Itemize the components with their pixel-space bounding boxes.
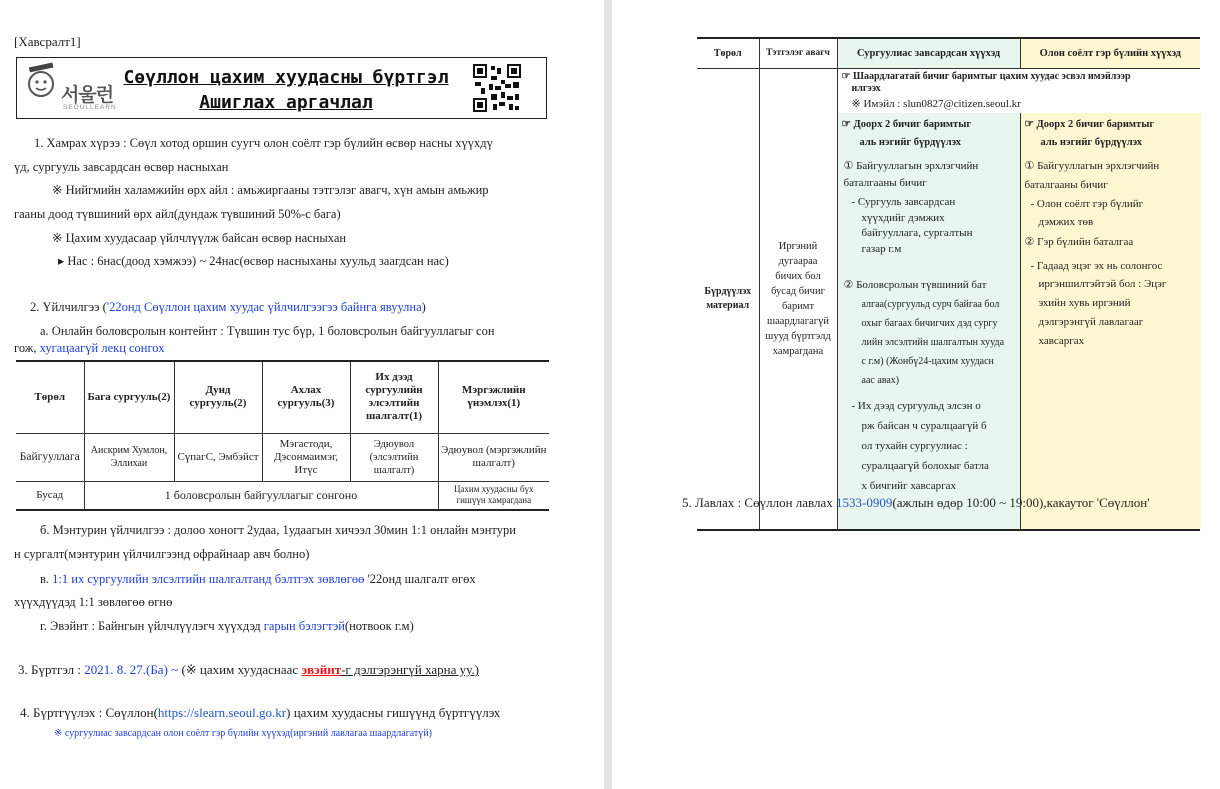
- s1-line1a: 1. Хамрах хүрээ : Сөүл хотод оршин суугч олон соёлт гэр бүлийн өсвөр насны хүүхдү: [34, 136, 493, 150]
- dropout-line: лийн элсэлтийн шалгалтын хууда: [861, 337, 1005, 348]
- mascot-icon: [23, 62, 63, 112]
- dropout-documents-box: [838, 113, 1021, 529]
- th-type-right: Төрөл: [697, 38, 759, 69]
- row-label-other: Бусад: [16, 481, 84, 510]
- logo-text: 서울런: [61, 85, 114, 106]
- content-table: [16, 360, 549, 511]
- th-entrance-exam: Их дээд сургуулийн элсэлтийн шалгалт(1): [350, 361, 438, 433]
- s2a-line1: a. Онлайн боловсролын контейнт : Түвшин тус бүр, 1 боловсролын байгууллагыг сон: [40, 324, 495, 338]
- dropout-line: с г.м) (Жонбү24-цахим хуудасн: [861, 356, 994, 367]
- dropout-line: газар г.м: [861, 243, 902, 255]
- dropout-head1: ☞ Доорх 2 бичиг баримтыг: [841, 119, 972, 130]
- title-line-1: Сөүллон цахим хуудасны бүртгэл: [123, 67, 449, 88]
- th-multicultural: Олон соёлт гэр бүлийн хүүхэд: [1020, 38, 1200, 69]
- s2b-line1: б. Мэнтурин үйлчилгээ : долоо хоногт 2удаа, 1удаагын хичээл 30мин 1:1 онлайн мэнтури: [40, 523, 516, 537]
- multicultural-line: иргэншилтэйтэй бол : Эцэг: [1038, 278, 1167, 290]
- dropout-head2: аль нэгийг бүрдүүлэх: [859, 137, 962, 148]
- page-separator: [604, 0, 612, 789]
- multicultural-line: дэлгэрэнгүй лавлагааг: [1038, 316, 1144, 328]
- dropout-line: - Сургууль завсардсан: [851, 196, 956, 208]
- multicultural-line: хавсаргах: [1038, 335, 1085, 347]
- cell-entrance-exam: Эдюувол (элсэлтийн шалгалт): [350, 433, 438, 481]
- cell-other-last: Цахим хуудасны бүх гишүүн хамрагдана: [438, 481, 549, 510]
- multicultural-line: эхийн хувь иргэний: [1038, 297, 1131, 309]
- cell-high: Мэгастоди, Дэсонмаимэг, Итүс: [262, 433, 350, 481]
- multicultural-line: - Олон соёлт гэр бүлийг: [1030, 198, 1144, 210]
- cell-elementary: Аискрим Хумлон, Эллихаи: [84, 433, 174, 481]
- dropout-line: ② Боловсролын түвшиний бат: [843, 279, 987, 291]
- multicultural-line: баталгааны бичиг: [1024, 179, 1108, 191]
- dropout-line: - Их дээд сургуульд элсэн о: [851, 400, 981, 412]
- s2-heading: 2. Үйлчилгээ ('22онд Сөүллон цахим хуудас үйлчилгээгээ байнга явуулна): [30, 300, 426, 314]
- s4-note: ※ сургуулиас завсардсан олон соёлт гэр бүлийн хүүхэд(иргэний лавлагаа шаардлагатүй): [54, 728, 432, 739]
- phone-link[interactable]: 1533-0909: [836, 495, 893, 510]
- s2g-line: г. Эвэйнт : Байнгын үйлчлүүлэгч хүүхдэд гарын бэлэгтэй(нотвоок г.м): [40, 619, 414, 633]
- title-box: [16, 57, 547, 119]
- title-line-2: Ашиглах аргачлал: [199, 92, 373, 113]
- s2v-line1: в. 1:1 их сургуулийн элсэлтийн шалгалтанд бэлтгэх зөвлөгөө '22онд шалгалт өгөх: [40, 572, 476, 586]
- th-high: Ахлах сургууль(3): [262, 361, 350, 433]
- cell-documents-body: [837, 69, 1200, 531]
- multicultural-head2: аль нэгийг бүрдүүлэх: [1040, 137, 1143, 148]
- s1-note1b: гааны доод түвшиний өрх айл(дундаж түвшиний 50%-с бага): [14, 207, 341, 221]
- row-label-organization: Байгууллага: [16, 433, 84, 481]
- seoullearn-logo: [23, 62, 131, 114]
- dropout-line: охыг багаах бичигчих дэд сургу: [861, 318, 998, 329]
- th-dropout: Сургуулиас завсардсан хүүхэд: [837, 38, 1020, 69]
- multicultural-line: - Гадаад эцэг эх нь солонгос: [1030, 260, 1163, 272]
- documents-table: [697, 37, 1200, 531]
- s3-registration: 3. Бүртгэл : 2021. 8. 27.(Ба) ~ (※ цахим хуудаснаас эвэйнт-г дэлгэрэнгүй харна уу.): [18, 662, 479, 677]
- dropout-line: хүүхдийг дэмжих: [861, 212, 945, 224]
- top-note-line1: ☞ Шаардлагатай бичиг баримтыг цахим хуудас эсвэл имэйлээр: [841, 71, 1131, 82]
- th-middle: Дунд сургууль(2): [174, 361, 262, 433]
- s2a-line2: гож, хугацаагүй лекц сонгох: [14, 341, 165, 355]
- cell-other-merged: 1 боловсролын байгууллагыг сонгоно: [84, 481, 438, 510]
- dropout-line: ① Байгууллагын эрхлэгчийн: [843, 160, 979, 172]
- s1-note1a: ※ Нийгмийн халамжийн өрх айл : амьжиргааны тэтгэлэг авагч, хүн амын амьжир: [52, 183, 489, 197]
- multicultural-documents-box: [1021, 113, 1201, 529]
- dropout-line: ол тухайн сургуулиас :: [861, 440, 968, 452]
- s4-signup: 4. Бүртгүүлэх : Сөүллон(https://slearn.seoul.go.kr) цахим хуудасны гишүүнд бүртгүүлэх: [20, 705, 501, 720]
- dropout-line: баталгааны бичиг: [843, 177, 927, 189]
- s5-contact: 5. Лавлах : Сөүллон лавлах 1533-0909(ажлын өдөр 10:00 ~ 19:00),какаутог 'Сөүллон': [682, 495, 1150, 510]
- dropout-line: алгаа(сургуульд сурч байгаа бол: [861, 299, 1000, 310]
- s1-note3: ▸ Нас : 6нас(доод хэмжээ) ~ 24нас(өсвөр насныханы хуульд заагдсан нас): [58, 254, 449, 268]
- email-line[interactable]: ※ Имэйл : slun0827@citizen.seoul.kr: [851, 98, 1021, 110]
- top-note-line2: илгээх: [851, 83, 881, 94]
- qr-code-icon[interactable]: [473, 64, 521, 112]
- dropout-line: рж байсан ч суралцаагүй б: [861, 420, 987, 432]
- cell-certificate: Эдюувол (мэргэжлийн шалгалт): [438, 433, 549, 481]
- signup-url-link[interactable]: https://slearn.seoul.go.kr: [157, 705, 287, 720]
- cell-beneficiary-text: Иргэний дугаараа бичих бол бусад бичиг баримт шаардлагагүй шууд бүртгэлд хамрагдана: [759, 69, 837, 531]
- multicultural-line: ② Гэр бүлийн баталгаа: [1024, 236, 1134, 248]
- s1-line1b: үд, сургууль завсардсан өсвөр насныхан: [14, 160, 229, 174]
- multicultural-head1: ☞ Доорх 2 бичиг баримтыг: [1024, 119, 1155, 130]
- dropout-line: байгууллага, сургалтын: [861, 227, 973, 239]
- dropout-line: х бичгийг хавсаргах: [861, 480, 956, 492]
- th-elementary: Бага сургууль(2): [84, 361, 174, 433]
- dropout-line: суралцаагүй болохыг батла: [861, 460, 989, 472]
- th-type: Төрөл: [16, 361, 84, 433]
- s2b-line2: н сургалт(мэнтурин үйлчилгээнд офрайнаар авч болно): [14, 547, 310, 561]
- cell-middle: СүпагС, Эмбэйст: [174, 433, 262, 481]
- th-beneficiary: Тэтгэлэг авагч: [759, 38, 837, 69]
- top-note-box: [838, 69, 1201, 114]
- s1-note2: ※ Цахим хуудасаар үйлчлүүлж байсан өсвөр насныхан: [52, 231, 347, 245]
- logo-subtext: SEOULLEARN: [63, 104, 117, 111]
- row-label-documents: Бүрдүүлэх материал: [697, 69, 759, 531]
- dropout-line: аас авах): [861, 375, 900, 386]
- multicultural-line: ① Байгууллагын эрхлэгчийн: [1024, 160, 1160, 172]
- appendix-label: [Хавсралт1]: [14, 34, 81, 49]
- s2v-line2: хүүхдүүдэд 1:1 зөвлөгөө өгнө: [14, 595, 173, 609]
- th-certificate: Мэргэжлийн үнэмлэх(1): [438, 361, 549, 433]
- multicultural-line: дэмжих төв: [1038, 216, 1094, 228]
- event-link[interactable]: эвэйнт: [301, 662, 342, 677]
